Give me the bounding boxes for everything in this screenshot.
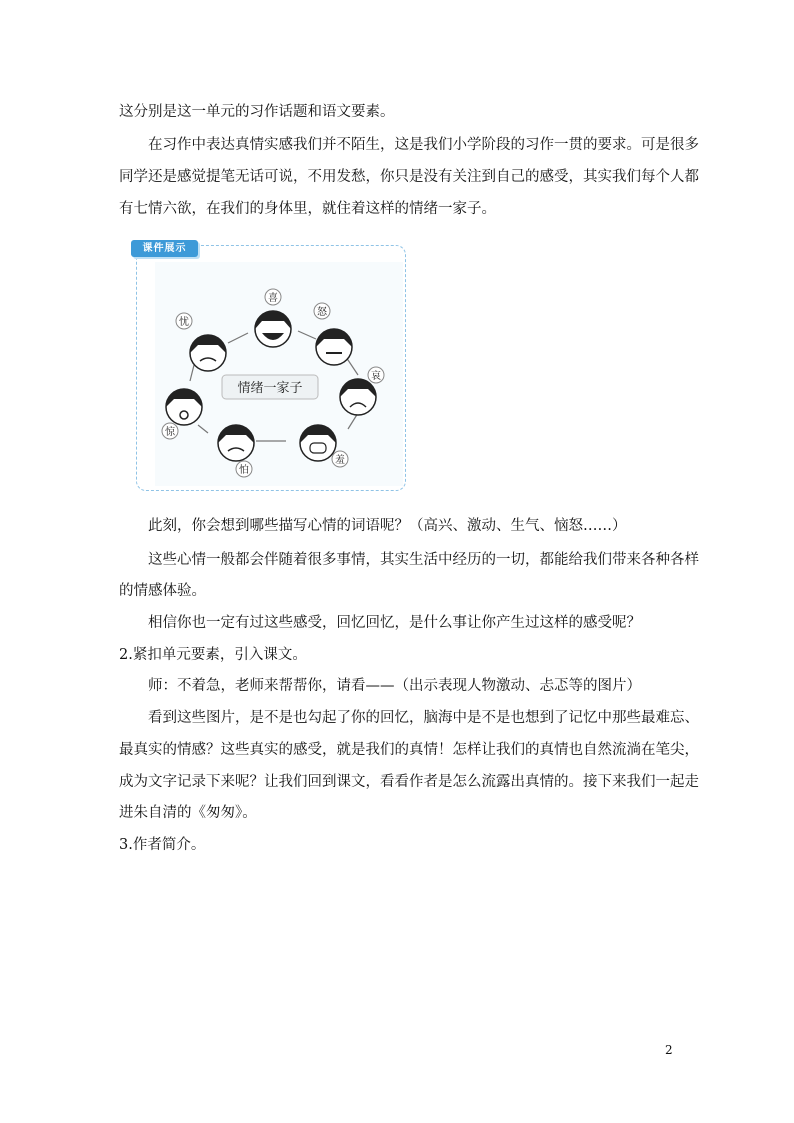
paragraph-line: 成为文字记录下来呢？让我们回到课文，看看作者是怎么流露出真情的。接下来我们一起走	[119, 774, 699, 790]
face-fear	[218, 425, 254, 461]
paragraph-line: 这些心情一般都会伴随着很多事情，其实生活中经历的一切，都能给我们带来各种各样	[148, 552, 699, 568]
face-shy	[300, 425, 336, 461]
emotion-label: 怕	[239, 465, 249, 476]
section-heading: 3.作者简介。	[119, 837, 206, 853]
emotion-label: 惊	[165, 427, 175, 438]
figure-tag: 课件展示	[131, 240, 198, 257]
page-number: 2	[665, 1043, 673, 1057]
paragraph-line: 的情感体验。	[119, 583, 206, 599]
paragraph-line: 相信你也一定有过这些感受，回忆回忆，是什么事让你产生过这样的感受呢？	[148, 615, 641, 631]
paragraph-line: 这分别是这一单元的习作话题和语文要素。	[119, 104, 395, 120]
emotion-label: 哀	[371, 371, 381, 382]
paragraph-line: 在习作中表达真情实感我们并不陌生，这是我们小学阶段的习作一贯的要求。可是很多	[148, 137, 699, 153]
emotion-label: 喜	[268, 293, 278, 304]
paragraph-line: 此刻，你会想到哪些描写心情的词语呢？（高兴、激动、生气、恼怒……）	[148, 518, 627, 534]
emotion-faces-illustration	[136, 245, 404, 489]
face-surprise	[166, 389, 202, 425]
paragraph-line: 进朱自清的《匆匆》。	[119, 805, 257, 821]
paragraph-line: 师：不着急，老师来帮帮你，请看——（出示表现人物激动、忐忑等的图片）	[148, 678, 641, 694]
face-joy	[255, 311, 291, 347]
emotion-label: 忧	[179, 317, 189, 328]
paragraph-line: 最真实的情感？这些真实的感受，就是我们的真情！怎样让我们的真情也自然流淌在笔尖，	[119, 742, 699, 758]
center-label: 情绪一家子	[237, 381, 303, 396]
paragraph-line: 看到这些图片，是不是也勾起了你的回忆，脑海中是不是也想到了记忆中那些最难忘、	[148, 710, 699, 726]
paragraph-line: 同学还是感觉提笔无话可说，不用发愁，你只是没有关注到自己的感受，其实我们每个人都	[119, 169, 699, 185]
emotion-label: 羞	[335, 455, 345, 466]
face-sorrow	[340, 379, 376, 415]
face-worry	[190, 335, 226, 371]
face-anger	[316, 329, 352, 365]
emotion-label: 怒	[317, 307, 327, 318]
section-heading: 2.紧扣单元要素，引入课文。	[119, 647, 307, 663]
paragraph-line: 有七情六欲，在我们的身体里，就住着这样的情绪一家子。	[119, 201, 496, 217]
